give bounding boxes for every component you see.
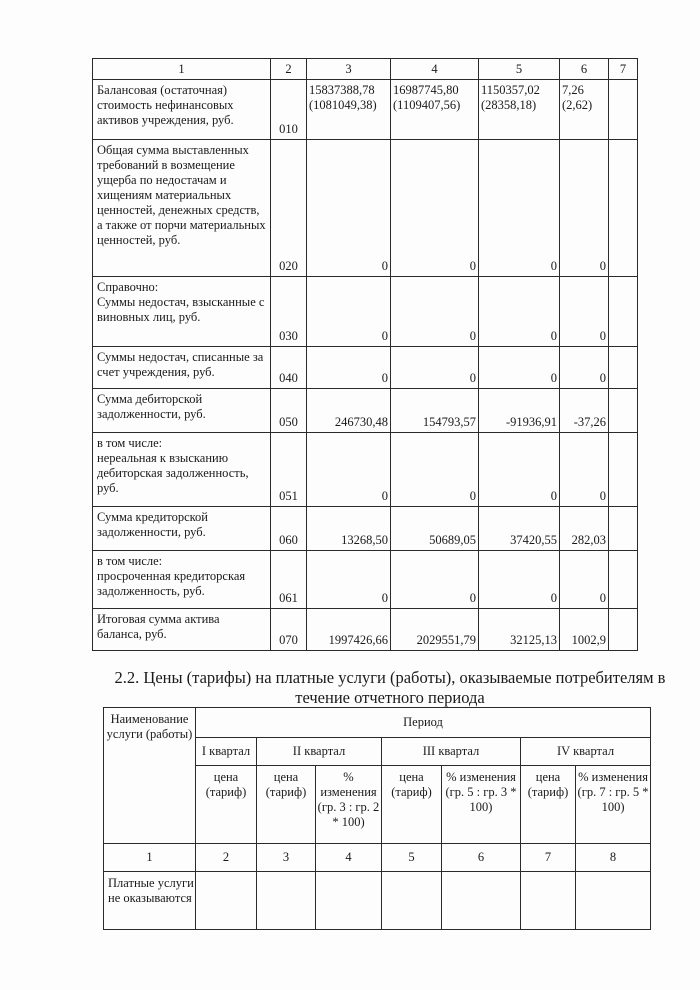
value-cell: 0 [560, 551, 609, 609]
value-cell: 0 [391, 277, 479, 347]
column-number: 1 [104, 844, 196, 872]
row-name-prefix: Справочно: [97, 280, 159, 294]
column-number: 2 [196, 844, 257, 872]
prices-table [103, 707, 651, 930]
header-cell: 6 [560, 59, 609, 80]
value-cell: 0 [307, 277, 391, 347]
row-code: 050 [271, 389, 307, 433]
column-number: 4 [316, 844, 382, 872]
row-name [93, 433, 271, 507]
value-increment: (2,62) [562, 98, 593, 112]
value: 15837388,78 [309, 83, 375, 97]
table-row [93, 277, 638, 347]
column-number: 6 [442, 844, 521, 872]
row-code: 010 [271, 80, 307, 140]
value-cell: 0 [307, 140, 391, 277]
value-cell [609, 609, 638, 651]
table-row [93, 389, 638, 433]
table-header-row [93, 59, 638, 80]
value-cell: 246730,48 [307, 389, 391, 433]
section-title-line: течение отчетного периода [295, 688, 485, 707]
value-cell [196, 872, 257, 930]
value-cell [609, 80, 638, 140]
value-cell: 0 [479, 347, 560, 389]
value-cell [576, 872, 651, 930]
row-code: 060 [271, 507, 307, 551]
column-number: 7 [521, 844, 576, 872]
section-title-line: 2.2. Цены (тарифы) на платные услуги (работы), оказываемые потребителям в [114, 668, 666, 687]
percent-change-header: % изменения (гр. 5 : гр. 3 * 100) [442, 766, 521, 844]
header-cell: 5 [479, 59, 560, 80]
row-name: Сумма кредиторской задолженности, руб. [93, 507, 271, 551]
value-cell [316, 872, 382, 930]
column-number: 8 [576, 844, 651, 872]
value-cell [609, 347, 638, 389]
value-cell [609, 389, 638, 433]
section-title [110, 668, 670, 708]
row-name-text: нереальная к взысканию дебиторская задолженность, руб. [97, 451, 249, 495]
row-name: Балансовая (остаточная) стоимость нефинансовых активов учреждения, руб. [93, 80, 271, 140]
value-cell [609, 277, 638, 347]
value-cell: 0 [560, 433, 609, 507]
value-cell [609, 551, 638, 609]
row-name-text: Суммы недостач, взысканные с виновных лиц, руб. [97, 295, 265, 324]
value-cell: 50689,05 [391, 507, 479, 551]
value-cell: 0 [479, 277, 560, 347]
price-header: цена (тариф) [196, 766, 257, 844]
row-name: Сумма дебиторской задолженности, руб. [93, 389, 271, 433]
value-cell [307, 80, 391, 140]
row-name: Общая сумма выставленных требований в возмещение ущерба по недостачам и хищениям материальных ценностей, денежных средств, а также от порчи материальных ценностей, руб. [93, 140, 271, 277]
column-number: 3 [257, 844, 316, 872]
value-cell: 0 [479, 433, 560, 507]
price-header: цена (тариф) [257, 766, 316, 844]
value-cell: 154793,57 [391, 389, 479, 433]
table-header-row [104, 708, 651, 738]
quarter-header: IV квартал [521, 738, 651, 766]
value-cell [442, 872, 521, 930]
value-cell [609, 507, 638, 551]
quarter-header: III квартал [382, 738, 521, 766]
value-cell [479, 80, 560, 140]
table-row [104, 872, 651, 930]
price-header: цена (тариф) [521, 766, 576, 844]
row-name-text: просроченная кредиторская задолженность, руб. [97, 569, 246, 598]
value-cell: 0 [391, 140, 479, 277]
header-cell: 7 [609, 59, 638, 80]
value-cell: 37420,55 [479, 507, 560, 551]
table-row [93, 140, 638, 277]
header-cell: 1 [93, 59, 271, 80]
value-cell: -37,26 [560, 389, 609, 433]
row-name [93, 277, 271, 347]
row-name: Итоговая сумма актива баланса, руб. [93, 609, 271, 651]
value-cell: 0 [307, 551, 391, 609]
value-cell: 0 [307, 433, 391, 507]
percent-change-header: % изменения (гр. 7 : гр. 5 * 100) [576, 766, 651, 844]
service-name-header: Наименование услуги (работы) [104, 708, 196, 844]
value-cell [560, 80, 609, 140]
header-cell: 2 [271, 59, 307, 80]
value-cell [609, 433, 638, 507]
value-cell: 0 [391, 347, 479, 389]
quarter-header: II квартал [257, 738, 382, 766]
header-cell: 4 [391, 59, 479, 80]
value-cell [521, 872, 576, 930]
table-row [93, 507, 638, 551]
header-cell: 3 [307, 59, 391, 80]
value-cell: 13268,50 [307, 507, 391, 551]
value-cell: 0 [560, 277, 609, 347]
column-number-row [104, 844, 651, 872]
value-cell: 0 [391, 551, 479, 609]
row-code: 070 [271, 609, 307, 651]
table-row [93, 80, 638, 140]
value: 16987745,80 [393, 83, 459, 97]
column-number: 5 [382, 844, 442, 872]
row-code: 061 [271, 551, 307, 609]
value-cell: 0 [479, 551, 560, 609]
value: 1150357,02 [481, 83, 540, 97]
value-increment: (1109407,56) [393, 98, 461, 112]
value-cell: 1997426,66 [307, 609, 391, 651]
value-cell [609, 140, 638, 277]
value-cell: 2029551,79 [391, 609, 479, 651]
table-row [93, 609, 638, 651]
value-increment: (28358,18) [481, 98, 537, 112]
service-name: Платные услуги не оказываются [104, 872, 196, 930]
value-cell [257, 872, 316, 930]
row-code: 020 [271, 140, 307, 277]
value-cell [382, 872, 442, 930]
value-increment: (1081049,38) [309, 98, 377, 112]
percent-change-header: % изменения (гр. 3 : гр. 2 * 100) [316, 766, 382, 844]
table-row [93, 433, 638, 507]
quarter-header: I квартал [196, 738, 257, 766]
row-name-prefix: в том числе: [97, 436, 163, 450]
balance-table [92, 58, 638, 651]
row-name [93, 551, 271, 609]
table-row [93, 551, 638, 609]
value-cell: 0 [560, 347, 609, 389]
value-cell: 0 [307, 347, 391, 389]
row-code: 051 [271, 433, 307, 507]
value: 7,26 [562, 83, 584, 97]
table-row [93, 347, 638, 389]
value-cell: 282,03 [560, 507, 609, 551]
period-header: Период [196, 708, 651, 738]
row-code: 040 [271, 347, 307, 389]
row-code: 030 [271, 277, 307, 347]
value-cell: 32125,13 [479, 609, 560, 651]
value-cell: 1002,9 [560, 609, 609, 651]
row-name: Суммы недостач, списанные за счет учреждения, руб. [93, 347, 271, 389]
value-cell: 0 [391, 433, 479, 507]
row-name-prefix: в том числе: [97, 554, 163, 568]
value-cell: -91936,91 [479, 389, 560, 433]
value-cell: 0 [479, 140, 560, 277]
value-cell: 0 [560, 140, 609, 277]
value-cell [391, 80, 479, 140]
price-header: цена (тариф) [382, 766, 442, 844]
